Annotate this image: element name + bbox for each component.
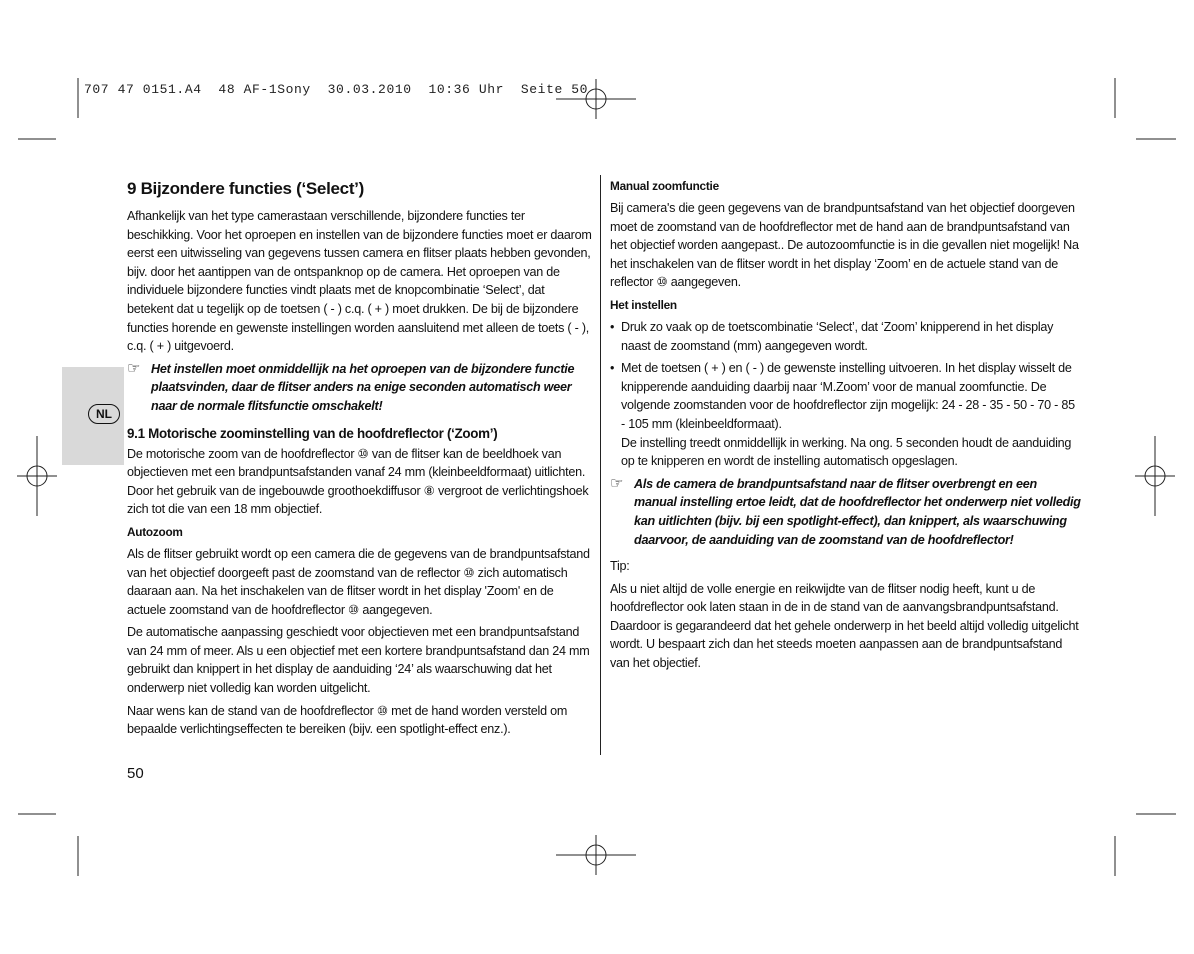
right-column	[610, 175, 1082, 677]
tip-label: Tip:	[610, 559, 630, 574]
warning-note	[610, 475, 1082, 549]
autozoom-paragraph-2: De automatische aanpassing geschiedt voor objectieven met een brandpuntsafstand van 24 mm of meer. Als u een objectief met een kortere brandpuntsafstand dan 24 mm gebruikt dan knippert in het display de aanduiding ‘24’ als waarschuwing dat het onderwerp niet volledig kan worden uitgelicht.	[127, 625, 590, 696]
warning-note	[127, 360, 593, 416]
subsection-title: 9.1 Motorische zoominstelling van de hoofdreflector (‘Zoom’)	[127, 425, 498, 441]
left-column	[127, 178, 593, 743]
autozoom-heading: Autozoom	[127, 524, 183, 539]
pointing-hand-icon: ☞	[127, 359, 141, 377]
manual-zoom-paragraph: Bij camera's die geen gegevens van de brandpuntsafstand van het objectief doorgeven moet de zoomstand van de hoofdreflector met de hand aan de brandpuntsafstand van het objectief worden aangepast.. De autozoomfunctie is in die gevallen niet mogelijk! Na het inschakelen van de flitser wordt in het display ‘Zoom’ en de actuele stand van de reflector ⑩ aangegeven.	[610, 201, 1079, 290]
print-slug-line: 707 47 0151.A4 48 AF-1Sony 30.03.2010 10:36 Uhr Seite 50	[84, 82, 589, 97]
warning-note-text: Als de camera de brandpuntsafstand naar de flitser overbrengt en een manual instelling ertoe leidt, dat de hoofdreflector het onderwerp niet volledig kan uitlichten (bijv. bij een spotlight-effect), dan knippert, als waarschuwing daarvoor, de aanduiding van de zoomstand van de hoofdreflector!	[634, 476, 1081, 547]
list-item	[610, 359, 1082, 471]
instellen-heading: Het instellen	[610, 297, 677, 312]
list-item-text: Druk zo vaak op de toetscombinatie ‘Select’, dat ‘Zoom’ knipperend in het display naast de zoomstand (mm) aangegeven wordt.	[621, 319, 1054, 353]
pointing-hand-icon: ☞	[610, 474, 624, 492]
warning-note-text: Het instellen moet onmiddellijk na het oproepen van de bijzondere functie plaatsvinden, daar de flitser anders na enige seconden automatisch weer naar de normale flitsfunctie omschakelt!	[151, 361, 575, 413]
page-number: 50	[127, 765, 144, 782]
autozoom-paragraph-3: Naar wens kan de stand van de hoofdreflector ⑩ met de hand worden versteld om bepaalde verlichtingseffecten te bereiken (bijv. een spotlight-effect enz.).	[127, 703, 568, 737]
list-item	[610, 318, 1082, 355]
section-title: 9 Bijzondere functies (‘Select’)	[127, 179, 364, 198]
column-divider	[600, 175, 601, 755]
list-item-text-continued: De instelling treedt onmiddellijk in werking. Na ong. 5 seconden houdt de aanduiding op te knipperen en wordt de instelling automatisch opgeslagen.	[621, 435, 1072, 469]
intro-paragraph: Afhankelijk van het type camerastaan verschillende, bijzondere functies ter beschikking. Voor het oproepen en instellen van de bijzondere functies moet er daarom eerst een uitwisseling van gegevens tussen camera en flitser plaats hebben gevonden, bijv. door het aantippen van de ontspanknop op de camera. Het oproepen van de individuele bijzondere functies vindt plaats met de knopcombinatie ‘Select’, dat betekent dat u tegelijk op de toetsen ( - ) c.q. ( + ) moet drukken. De bij de bijzondere functies horende en gewenste instellingen worden aansluitend met alleen de toets ( - ), c.q. ( + ) uitgevoerd.	[127, 209, 592, 354]
manual-zoom-heading: Manual zoomfunctie	[610, 179, 719, 193]
language-tab-label: NL	[88, 404, 120, 424]
instructions-list	[610, 318, 1082, 471]
tip-paragraph: Als u niet altijd de volle energie en reikwijdte van de flitser nodig heeft, kunt u de hoofdreflector ook laten staan in de in de stand van de aanvangsbrandpuntsafstand. Daardoor is gegarandeerd dat het gehele onderwerp in het beeld altijd volledig uitgelicht wordt. U bespaart zich dan het steeds moeten aanpassen aan de brandpuntsafstand van het objectief.	[610, 581, 1079, 671]
zoom-paragraph: De motorische zoom van de hoofdreflector ⑩ van de flitser kan de beeldhoek van objectieven met een brandpuntsafstanden vanaf 24 mm (kleinbeeldformaat) uitlichten. Door het gebruik van de ingebouwde groothoekdiffusor ⑧ vergroot de verlichtingshoek zich tot die van een 18 mm objectief.	[127, 446, 589, 517]
list-item-text: Met de toetsen ( + ) en ( - ) de gewenste instelling uitvoeren. In het display wisselt de knipperende aanduiding daarbij naar ‘M.Zoom’ voor de manual zoomfunctie. De volgende zoomstanden voor de hoofdreflector zijn mogelijk: 24 - 28 - 35 - 50 - 70 - 85 - 105 mm (kleinbeeldformaat).	[621, 361, 1075, 431]
autozoom-paragraph-1: Als de flitser gebruikt wordt op een camera die de gegevens van de brandpuntsafstand van het objectief doorgeeft past de zoomstand van de reflector ⑩ zich automatisch daaraan aan. Na het inschakelen van de flitser wordt in het display 'Zoom' en de actuele zoomstand van de hoofdreflector ⑩ aangegeven.	[127, 546, 590, 617]
